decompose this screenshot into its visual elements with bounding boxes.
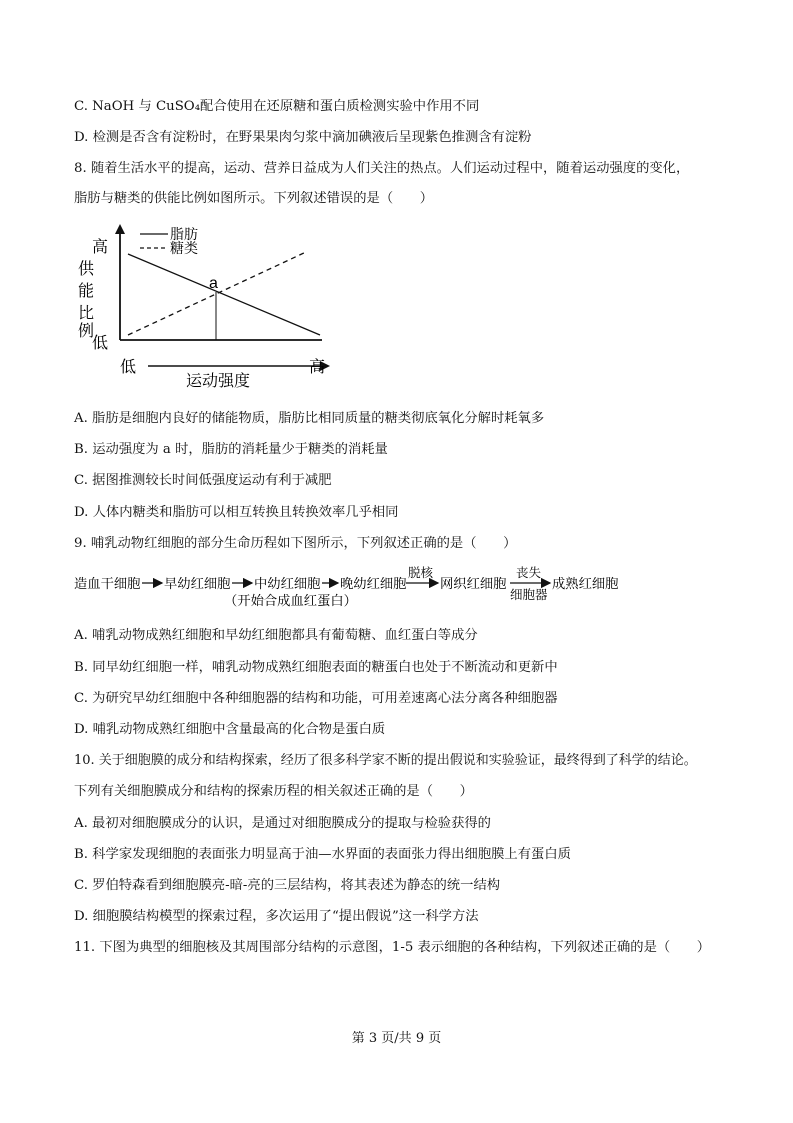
- q11-stem: 11. 下图为典型的细胞核及其周围部分结构的示意图，1-5 表示细胞的各种结构，下列叙述正确的是（ ）: [74, 940, 711, 955]
- q10-option-a: A. 最初对细胞膜成分的认识，是通过对细胞膜成分的提取与检验获得的: [74, 816, 491, 831]
- node-hsc: 造血干细胞: [74, 577, 141, 592]
- node-mid-note: （开始合成血红蛋白）: [224, 594, 357, 609]
- sugar-curve: [128, 252, 306, 335]
- arrow-5-label-top: 丧失: [516, 565, 542, 580]
- y-high-label: 高: [92, 237, 109, 256]
- x-high-label: 高: [309, 357, 326, 376]
- q9-red-cell-lifecycle: [72, 564, 632, 610]
- q10-option-d: D. 细胞膜结构模型的探索过程，多次运用了“提出假说”这一科学方法: [74, 909, 479, 924]
- q8-option-a: A. 脂肪是细胞内良好的储能物质，脂肪比相同质量的糖类彻底氧化分解时耗氧多: [74, 411, 545, 426]
- q8-option-b: B. 运动强度为 a 时，脂肪的消耗量少于糖类的消耗量: [74, 442, 388, 457]
- q8-stem-line1: 8. 随着生活水平的提高，运动、营养日益成为人们关注的热点。人们运动过程中，随着运动强度的变化，: [74, 161, 690, 176]
- node-mid: 中幼红细胞: [254, 577, 321, 592]
- node-reticulocyte: 网织红细胞: [440, 577, 507, 592]
- y-label-char-4: 例: [78, 321, 95, 340]
- q9-option-c: C. 为研究早幼红细胞中各种细胞器的结构和功能，可用差速离心法分离各种细胞器: [74, 691, 558, 706]
- page-footer: 第 3 页/共 9 页: [351, 1031, 442, 1046]
- y-label-char-1: 供: [78, 259, 95, 278]
- fat-curve: [128, 254, 320, 335]
- y-axis-arrow: [115, 224, 125, 234]
- q10-option-c: C. 罗伯特森看到细胞膜亮-暗-亮的三层结构，将其表述为静态的统一结构: [74, 878, 501, 893]
- q10-stem-line1: 10. 关于细胞膜的成分和结构探索，经历了很多科学家不断的提出假说和实验验证，最终得到了科学的结论。: [74, 753, 697, 768]
- node-mature: 成熟红细胞: [552, 577, 619, 592]
- arrow-5-label-bottom: 细胞器: [510, 587, 548, 602]
- y-low-label: 低: [92, 333, 109, 352]
- legend-fat-label: 脂肪: [170, 227, 198, 243]
- q7-option-d: D. 检测是否含有淀粉时，在野果果肉匀浆中滴加碘液后呈现紫色推测含有淀粉: [74, 130, 532, 145]
- point-a-label: a: [209, 275, 218, 292]
- node-early: 早幼红细胞: [164, 577, 231, 592]
- legend-sugar-label: 糖类: [170, 241, 198, 257]
- q7-option-c: C. NaOH 与 CuSO₄配合使用在还原糖和蛋白质检测实验中作用不同: [74, 99, 480, 114]
- arrow-4-label: 脱核: [408, 565, 434, 580]
- q9-option-d: D. 哺乳动物成熟红细胞中含量最高的化合物是蛋白质: [74, 722, 386, 737]
- y-label-char-3: 比: [78, 303, 95, 322]
- q9-option-b: B. 同早幼红细胞一样，哺乳动物成熟红细胞表面的糖蛋白也处于不断流动和更新中: [74, 660, 558, 675]
- q10-option-b: B. 科学家发现细胞的表面张力明显高于油—水界面的表面张力得出细胞膜上有蛋白质: [74, 847, 571, 862]
- q8-option-d: D. 人体内糖类和脂肪可以相互转换且转换效率几乎相同: [74, 505, 399, 520]
- q8-energy-ratio-figure: [78, 222, 344, 392]
- x-axis-title: 运动强度: [186, 371, 251, 390]
- y-label-char-2: 能: [78, 281, 95, 300]
- q9-stem: 9. 哺乳动物红细胞的部分生命历程如下图所示，下列叙述正确的是（ ）: [74, 536, 517, 551]
- q8-option-c: C. 据图推测较长时间低强度运动有利于减肥: [74, 473, 332, 488]
- q9-option-a: A. 哺乳动物成熟红细胞和早幼红细胞都具有葡萄糖、血红蛋白等成分: [74, 628, 478, 643]
- node-late: 晚幼红细胞: [340, 577, 407, 592]
- q10-stem-line2: 下列有关细胞膜成分和结构的探索历程的相关叙述正确的是（ ）: [74, 784, 473, 799]
- q8-stem-line2: 脂肪与糖类的供能比例如图所示。下列叙述错误的是（ ）: [74, 191, 434, 206]
- x-low-label: 低: [120, 357, 137, 376]
